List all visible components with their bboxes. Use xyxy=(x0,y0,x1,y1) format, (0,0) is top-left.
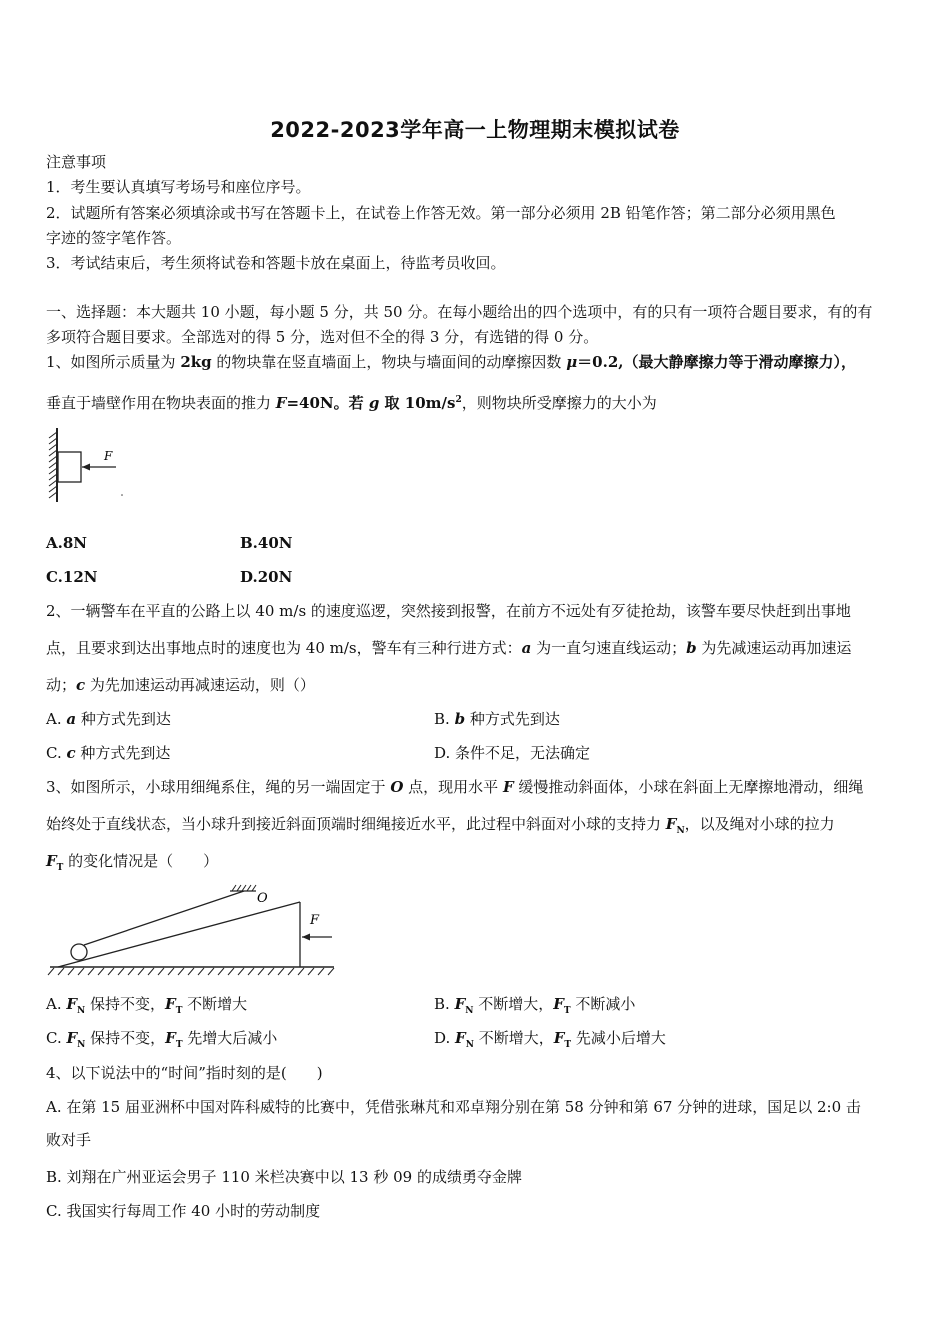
force-label-F: F xyxy=(310,913,320,928)
question-4-option-a-line-1: A. 在第 15 届亚洲杯中国对阵科威特的比赛中，凭借张琳芃和邓卓翔分别在第 58 分钟和第 67 分钟的进球，国足以 2:0 击 xyxy=(46,1098,861,1116)
question-1-option-a: A.8N xyxy=(46,534,88,552)
question-3-option-c: C. $F_N$ 保持不变，$F_T$ 先增大后减小 xyxy=(46,1029,278,1050)
page-title: 2022-2023学年高一上物理期末模拟试卷 xyxy=(270,118,680,142)
question-3-option-d: D. $F_N$ 不断增大，$F_T$ 先减小后增大 xyxy=(434,1029,666,1050)
question-2-option-d: D. 条件不足，无法确定 xyxy=(434,744,591,762)
question-2-option-a: A. a 种方式先到达 xyxy=(46,710,171,728)
question-4-option-c: C. 我国实行每周工作 40 小时的劳动制度 xyxy=(46,1202,321,1220)
section-1-instructions-line-2: 多项符合题目要求。全部选对的得 5 分，选对但不全的得 3 分，有选错的得 0 分。 xyxy=(46,328,599,346)
notice-item-1: 1．考生要认真填写考场号和座位序号。 xyxy=(46,178,311,196)
question-4-line-1: 4、以下说法中的“时间”指时刻的是( ) xyxy=(46,1064,323,1082)
question-1-option-b: B.40N xyxy=(240,534,293,552)
question-3-line-3: $F_T$ 的变化情况是（ ） xyxy=(46,852,219,873)
question-1-figure xyxy=(40,424,140,504)
question-4-option-b: B. 刘翔在广州亚运会男子 110 米栏决赛中以 13 秒 09 的成绩勇夺金牌 xyxy=(46,1168,522,1186)
question-3-figure xyxy=(44,880,340,980)
notice-item-3: 3．考试结束后，考生须将试卷和答题卡放在桌面上，待监考员收回。 xyxy=(46,254,506,272)
question-1-option-c: C.12N xyxy=(46,568,98,586)
notice-heading: 注意事项 xyxy=(46,153,107,171)
question-3-option-a: A. $F_N$ 保持不变，$F_T$ 不断增大 xyxy=(46,995,248,1016)
question-4-option-a-line-2: 败对手 xyxy=(46,1131,92,1149)
question-2-line-2: 点，且要求到达出事地点时的速度也为 40 m/s，警车有三种行进方式：a 为一直匀速直线运动；b 为先减速运动再加速运 xyxy=(46,639,852,657)
question-2-line-3: 动；c 为先加速运动再减速运动，则（） xyxy=(46,676,315,694)
question-3-option-b: B. $F_N$ 不断增大，$F_T$ 不断减小 xyxy=(434,995,636,1016)
question-3-line-2: 始终处于直线状态，当小球升到接近斜面顶端时细绳接近水平，此过程中斜面对小球的支持力 $F_N$，以及绳对小球的拉力 xyxy=(46,815,835,836)
question-1-line-2: 垂直于墙壁作用在物块表面的推力 F=40N。若 g 取 $10m/s^2$，则物块所受摩擦力的大小为 xyxy=(46,394,657,412)
question-2-line-1: 2、一辆警车在平直的公路上以 40 m/s 的速度巡逻，突然接到报警，在前方不远处有歹徒抢劫，该警车要尽快赶到出事地 xyxy=(46,602,851,620)
notice-item-2-line-2: 字迹的签字笔作答。 xyxy=(46,229,182,247)
section-1-instructions-line-1: 一、选择题：本大题共 10 小题，每小题 5 分，共 50 分。在每小题给出的四个选项中，有的只有一项符合题目要求，有的有 xyxy=(46,303,873,321)
question-1-line-1: 1、如图所示质量为 2kg 的物块靠在竖直墙面上，物块与墙面间的动摩擦因数 μ＝0.2,（最大静摩擦力等于滑动摩擦力）， xyxy=(46,353,856,371)
question-1-option-d: D.20N xyxy=(240,568,293,586)
force-label-F: F xyxy=(104,449,113,463)
question-2-option-b: B. b 种方式先到达 xyxy=(434,710,560,728)
notice-item-2-line-1: 2．试题所有答案必须填涂或书写在答题卡上，在试卷上作答无效。第一部分必须用 2B 铅笔作答；第二部分必须用黑色 xyxy=(46,204,836,222)
point-label-O: O xyxy=(257,891,268,906)
question-2-option-c: C. c 种方式先到达 xyxy=(46,744,171,762)
question-3-line-1: 3、如图所示，小球用细绳系住，绳的另一端固定于 O 点，现用水平 F 缓慢推动斜面体，小球在斜面上无摩擦地滑动，细绳 xyxy=(46,778,864,796)
